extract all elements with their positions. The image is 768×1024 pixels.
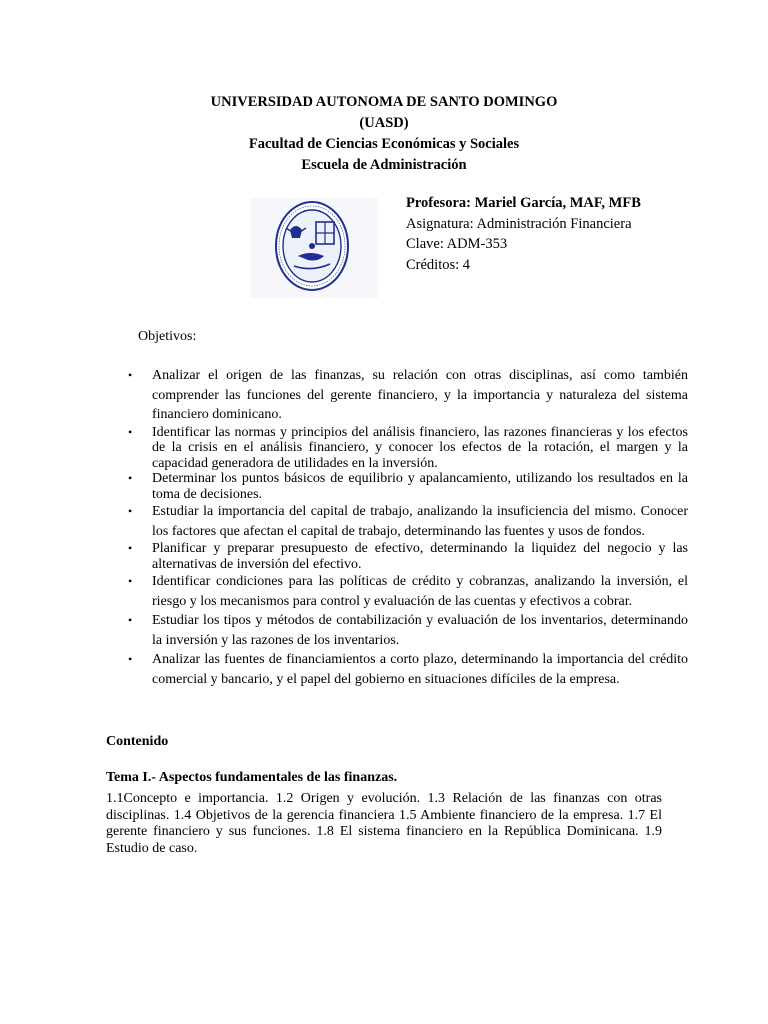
objectives-list [0,366,768,689]
objective-text: Identificar condiciones para las políticas de crédito y cobranzas, analizando la inversión, el riesgo y los mecanismos para control y evaluación de las cuentas y efectivos a cobrar. [152,574,688,609]
course-code: Clave: ADM-353 [406,236,508,252]
objective-text: Estudiar la importancia del capital de trabajo, analizando la insuficiencia del mismo. Conocer los factores que afectan el capital de trabajo, determinando las fuentes y usos de fondos. [152,504,688,539]
bullet-icon: • [128,424,133,439]
list-item [0,366,688,425]
objective-text: Determinar los puntos básicos de equilibrio y apalancamiento, utilizando los resultados en la toma de decisiones. [152,471,688,502]
list-item [0,425,688,472]
bullet-icon: • [128,471,133,485]
objective-text: Estudiar los tipos y métodos de contabilización y evaluación de los inventarios, determinando la inversión y las razones de los inventarios. [152,613,688,648]
objective-text: Identificar las normas y principios del análisis financiero, las razones financieras y los efectos de la crisis en el análisis financiero, y conocer los efectos de la rotación, el margen y la capacidad generadora de utilidades en la inversión. [152,424,688,471]
topic-title: Tema I.- Aspectos fundamentales de las finanzas. [106,770,398,785]
list-item [0,471,688,502]
school-name: Escuela de Administración [301,157,467,173]
objective-text: Planificar y preparar presupuesto de efectivo, determinando la liquidez del negocio y las alternativas de inversión del efectivo. [152,541,688,572]
list-item [0,650,688,689]
bullet-icon: • [128,541,133,555]
bullet-icon: • [128,504,133,518]
university-name: UNIVERSIDAD AUTONOMA DE SANTO DOMINGO [210,94,558,110]
bullet-icon: • [128,574,133,588]
objective-text: Analizar las fuentes de financiamientos a corto plazo, determinando la importancia del crédito comercial y bancario, y el papel del gobierno en situaciones difíciles de la empresa. [152,652,688,687]
bullet-icon: • [128,652,133,666]
course-credits: Créditos: 4 [406,256,471,273]
course-subject: Asignatura: Administración Financiera [406,215,632,232]
bullet-icon: • [128,368,133,382]
bullet-icon: • [128,613,133,627]
topic-text: 1.1Concepto e importancia. 1.2 Origen y evolución. 1.3 Relación de las finanzas con otras disciplinas. 1.4 Objetivos de la gerencia financiera 1.5 Ambiente financiero de la empresa. 1.7 El gerente financiero y sus funciones. 1.8 El sistema financiero en la República Dominicana. 1.9 Estudio de caso. [106,791,662,856]
course-info [406,193,641,275]
objective-text: Analizar el origen de las finanzas, su relación con otras disciplinas, así como también comprender las funciones del gerente financiero, y la importancia y naturaleza del sistema financiero dominicano. [152,368,688,422]
document-header [0,92,768,176]
faculty-name: Facultad de Ciencias Económicas y Sociales [248,136,520,152]
list-item [0,572,688,611]
list-item [0,502,688,541]
list-item [0,541,688,572]
content-heading: Contenido [106,734,169,749]
list-item [0,611,688,650]
university-seal-icon [250,198,378,298]
university-acronym: (UASD) [359,115,409,131]
professor-name: Profesora: Mariel García, MAF, MFB [406,195,641,211]
objectives-heading: Objetivos: [138,329,197,344]
